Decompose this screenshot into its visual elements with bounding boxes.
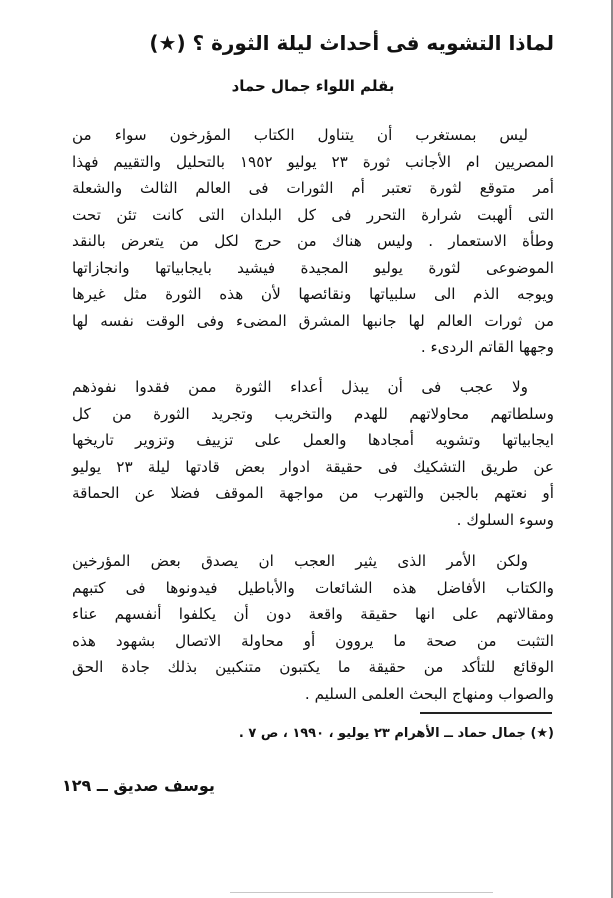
text-line: ومقالاتهم على انها حقيقة واقعة دون أن يكلفوا أنفسهم عناء [72,605,554,623]
text-line: وجهها القاتم الردىء . [420,338,554,356]
text-line: والكتاب الأفاضل هذه الشائعات والأباطيل فيدونوها فى كتبهم [72,578,554,597]
paragraph-2 [72,374,554,533]
text-line: الوقائع للتأكد من حقيقة ما يكتبون متنكبين بذلك جادة الحق [72,658,554,676]
text-line: عن طريق التشكيك فى حقيقة ادوار بعض قادتها ليلة ٢٣ يوليو [72,457,554,476]
text-line: أمر متوقع لثورة تعتبر أم الثورات فى العالم الثالث والشعلة [72,179,554,197]
page-edge-bottom [230,892,493,893]
paragraph-3 [72,548,554,707]
text-line: ويوجه الذم الى سلبياتها ونقائصها لأن هذه الثورة مثل غيرها [72,285,554,303]
text-line: التثبت من صحة ما يروون أو محاولة الاتصال بشهود هذه [72,631,554,650]
footnote-divider [420,712,552,714]
footnote-text: (★) جمال حماد ــ الأهرام ٢٣ يوليو ، ١٩٩٠ ، ص ٧ . [238,726,554,741]
text-line: أو نعتهم بالجبن والتهرب من مواجهة الموقف فضلا عن الحماقة [72,484,554,502]
text-line: والصواب ومنهاج البحث العلمى السليم . [304,684,554,703]
text-line: ايجابياتها وتشويه أمجادها والعمل على تزييف وتزوير تاريخها [72,431,554,449]
footnote [72,726,554,741]
text-line: من ثورات العالم لها جانبها المشرق المضىء وفى الوقت نفسه لها [72,311,554,330]
text-line: وطأة الاستعمار . وليس هناك من حرج لكل من يتعرض بالنقد [72,232,554,250]
text-line: التى ألهبت شرارة التحرر فى كل البلدان التى كانت تئن تحت [72,205,554,224]
text-line: ولكن الأمر الذى يثير العجب ان يصدق بعض المؤرخين [72,552,528,570]
text-line: ولا عجب فى أن يبذل أعداء الثورة ممن فقدوا نفوذهم [72,378,528,396]
article-byline: بقلم اللواء جمال حماد [231,77,395,95]
text-line: المصريين ام الأجانب ثورة ٢٣ يوليو ١٩٥٢ بالتحليل والتقييم فهذا [72,152,554,171]
text-line: وسوء السلوك . [456,510,554,529]
text-line: الموضوعى لثورة يوليو المجيدة فيشيد بايجابياتها وانجازاتها [72,258,554,277]
text-line: وسلطاتهم محاولاتهم للهدم والتخريب وتجريد الثورة من كل [72,404,554,423]
text-line: ليس بمستغرب أن يتناول الكتاب المؤرخون سواء من [72,126,528,144]
article-title: لماذا التشويه فى أحداث ليلة الثورة ؟ (★) [149,31,554,55]
page-footer: يوسف صديق ــ ١٢٩ [62,776,215,795]
paragraph-1 [72,122,554,361]
